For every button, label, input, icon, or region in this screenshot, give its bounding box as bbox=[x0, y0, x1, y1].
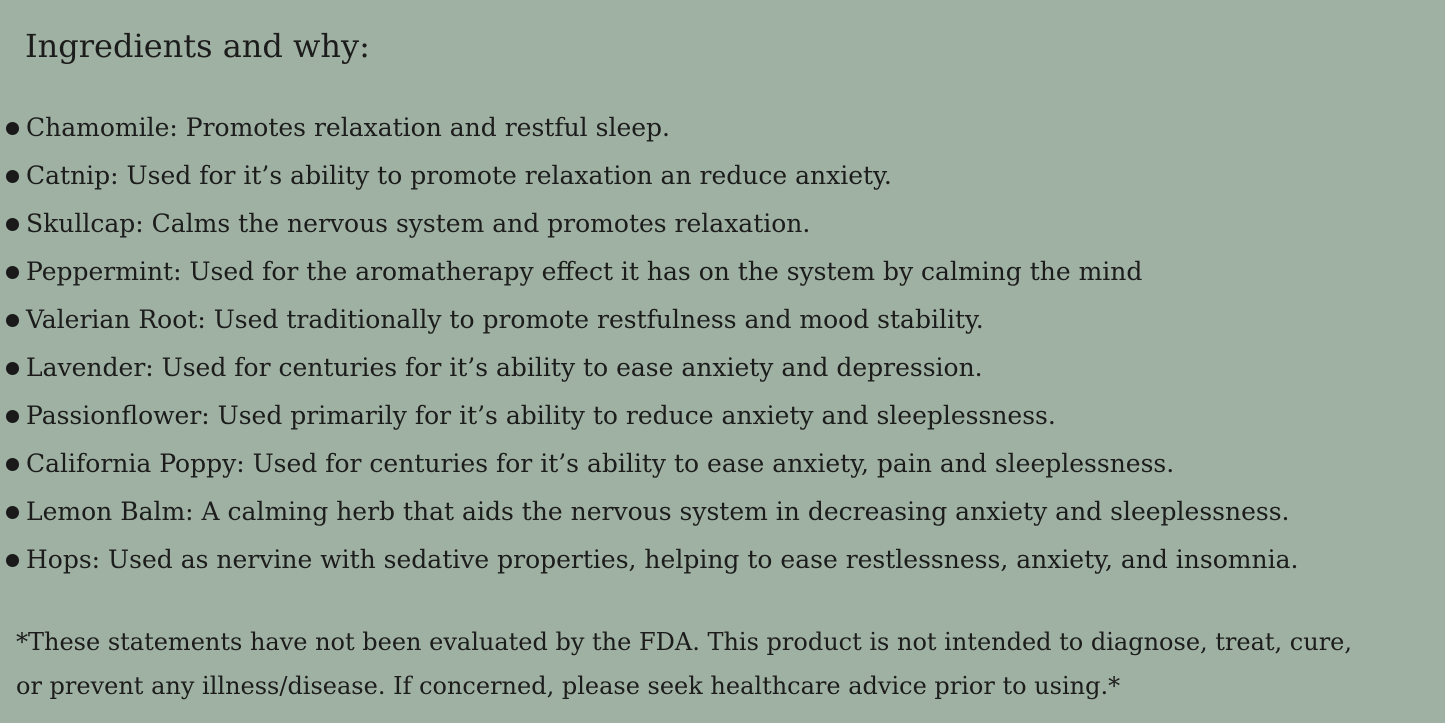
ingredient-text: Hops: Used as nervine with sedative properties, helping to ease restlessness, anxiety, and insomnia. bbox=[26, 545, 1299, 574]
list-item bbox=[6, 200, 1298, 248]
bullet-icon bbox=[6, 554, 19, 567]
list-item bbox=[6, 488, 1298, 536]
ingredient-list bbox=[6, 104, 1298, 584]
list-item bbox=[6, 104, 1298, 152]
bullet-icon bbox=[6, 410, 19, 423]
ingredient-text: Valerian Root: Used traditionally to promote restfulness and mood stability. bbox=[26, 305, 984, 334]
disclaimer-line: or prevent any illness/disease. If concerned, please seek healthcare advice prior to using.* bbox=[16, 672, 1121, 700]
bullet-icon bbox=[6, 314, 19, 327]
bullet-icon bbox=[6, 170, 19, 183]
disclaimer-line: *These statements have not been evaluated by the FDA. This product is not intended to diagnose, treat, cure, bbox=[16, 628, 1353, 656]
ingredient-text: Peppermint: Used for the aromatherapy effect it has on the system by calming the mind bbox=[26, 257, 1143, 286]
ingredient-text: Passionflower: Used primarily for it’s ability to reduce anxiety and sleeplessness. bbox=[26, 401, 1056, 430]
fda-disclaimer bbox=[16, 620, 1431, 708]
ingredient-text: Lemon Balm: A calming herb that aids the nervous system in decreasing anxiety and sleeplessness. bbox=[26, 497, 1290, 526]
list-item bbox=[6, 536, 1298, 584]
list-item bbox=[6, 296, 1298, 344]
bullet-icon bbox=[6, 218, 19, 231]
ingredient-text: Chamomile: Promotes relaxation and restful sleep. bbox=[26, 113, 670, 142]
list-item bbox=[6, 392, 1298, 440]
ingredient-text: Catnip: Used for it’s ability to promote relaxation an reduce anxiety. bbox=[26, 161, 892, 190]
page-title: Ingredients and why: bbox=[25, 27, 370, 65]
ingredient-text: California Poppy: Used for centuries for it’s ability to ease anxiety, pain and sleeplessness. bbox=[26, 449, 1175, 478]
list-item bbox=[6, 152, 1298, 200]
bullet-icon bbox=[6, 458, 19, 471]
list-item bbox=[6, 440, 1298, 488]
bullet-icon bbox=[6, 506, 19, 519]
ingredient-text: Lavender: Used for centuries for it’s ability to ease anxiety and depression. bbox=[26, 353, 983, 382]
bullet-icon bbox=[6, 362, 19, 375]
list-item bbox=[6, 344, 1298, 392]
ingredient-text: Skullcap: Calms the nervous system and promotes relaxation. bbox=[26, 209, 811, 238]
list-item bbox=[6, 248, 1298, 296]
bullet-icon bbox=[6, 122, 19, 135]
bullet-icon bbox=[6, 266, 19, 279]
